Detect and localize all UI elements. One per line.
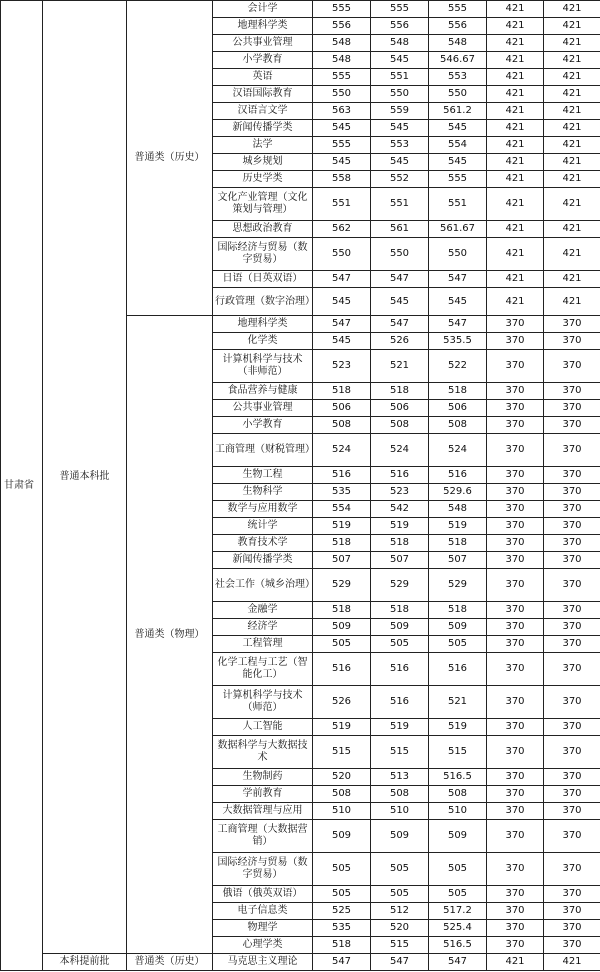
max-score-cell: 519: [313, 518, 371, 535]
avg-score-cell: 505: [429, 853, 487, 886]
min-score-cell: 551: [371, 188, 429, 221]
batch-line-cell: 370: [544, 803, 600, 820]
min-score-cell: 547: [371, 271, 429, 288]
control-line-cell: 370: [487, 602, 544, 619]
avg-score-cell: 516.5: [429, 769, 487, 786]
min-score-cell: 515: [371, 736, 429, 769]
major-name-cell: 会计学: [213, 1, 313, 18]
avg-score-cell: 545: [429, 288, 487, 316]
max-score-cell: 509: [313, 619, 371, 636]
min-score-cell: 519: [371, 518, 429, 535]
control-line-cell: 370: [487, 719, 544, 736]
batch-line-cell: 370: [544, 434, 600, 467]
major-name-cell: 生物科学: [213, 484, 313, 501]
avg-score-cell: 556: [429, 18, 487, 35]
max-score-cell: 516: [313, 467, 371, 484]
min-score-cell: 519: [371, 719, 429, 736]
min-score-cell: 552: [371, 171, 429, 188]
avg-score-cell: 518: [429, 535, 487, 552]
min-score-cell: 518: [371, 535, 429, 552]
batch-line-cell: 421: [544, 103, 600, 120]
max-score-cell: 562: [313, 221, 371, 238]
max-score-cell: 516: [313, 653, 371, 686]
control-line-cell: 370: [487, 552, 544, 569]
control-line-cell: 370: [487, 316, 544, 333]
avg-score-cell: 525.4: [429, 920, 487, 937]
major-name-cell: 小学教育: [213, 52, 313, 69]
control-line-cell: 370: [487, 501, 544, 518]
major-name-cell: 金融学: [213, 602, 313, 619]
batch-line-cell: 421: [544, 271, 600, 288]
batch-line-cell: 370: [544, 736, 600, 769]
batch-line-cell: 370: [544, 719, 600, 736]
batch-line-cell: 421: [544, 120, 600, 137]
avg-score-cell: 508: [429, 417, 487, 434]
avg-score-cell: 545: [429, 120, 487, 137]
min-score-cell: 529: [371, 569, 429, 602]
min-score-cell: 545: [371, 154, 429, 171]
max-score-cell: 518: [313, 383, 371, 400]
major-name-cell: 汉语国际教育: [213, 86, 313, 103]
min-score-cell: 547: [371, 954, 429, 971]
avg-score-cell: 516: [429, 653, 487, 686]
min-score-cell: 548: [371, 35, 429, 52]
max-score-cell: 509: [313, 820, 371, 853]
avg-score-cell: 506: [429, 400, 487, 417]
control-line-cell: 370: [487, 686, 544, 719]
avg-score-cell: 509: [429, 820, 487, 853]
avg-score-cell: 518: [429, 602, 487, 619]
control-line-cell: 421: [487, 120, 544, 137]
major-name-cell: 公共事业管理: [213, 400, 313, 417]
batch-line-cell: 370: [544, 937, 600, 954]
control-line-cell: 421: [487, 52, 544, 69]
major-name-cell: 统计学: [213, 518, 313, 535]
max-score-cell: 525: [313, 903, 371, 920]
max-score-cell: 518: [313, 602, 371, 619]
control-line-cell: 370: [487, 769, 544, 786]
batch-line-cell: 370: [544, 653, 600, 686]
avg-score-cell: 519: [429, 518, 487, 535]
major-name-cell: 工程管理: [213, 636, 313, 653]
control-line-cell: 370: [487, 417, 544, 434]
batch-line-cell: 421: [544, 238, 600, 271]
max-score-cell: 508: [313, 417, 371, 434]
major-name-cell: 日语（日英双语）: [213, 271, 313, 288]
batch-line-cell: 421: [544, 288, 600, 316]
min-score-cell: 508: [371, 786, 429, 803]
batch-line-cell: 421: [544, 35, 600, 52]
province-cell: 甘肃省: [1, 1, 43, 971]
min-score-cell: 545: [371, 120, 429, 137]
control-line-cell: 370: [487, 786, 544, 803]
avg-score-cell: 521: [429, 686, 487, 719]
major-name-cell: 心理学类: [213, 937, 313, 954]
avg-score-cell: 555: [429, 1, 487, 18]
major-name-cell: 化学类: [213, 333, 313, 350]
min-score-cell: 515: [371, 937, 429, 954]
control-line-cell: 421: [487, 69, 544, 86]
control-line-cell: 370: [487, 434, 544, 467]
avg-score-cell: 517.2: [429, 903, 487, 920]
max-score-cell: 555: [313, 137, 371, 154]
batch-line-cell: 370: [544, 400, 600, 417]
avg-score-cell: 553: [429, 69, 487, 86]
max-score-cell: 545: [313, 154, 371, 171]
min-score-cell: 516: [371, 653, 429, 686]
max-score-cell: 547: [313, 954, 371, 971]
min-score-cell: 542: [371, 501, 429, 518]
major-name-cell: 物理学: [213, 920, 313, 937]
avg-score-cell: 509: [429, 619, 487, 636]
max-score-cell: 505: [313, 636, 371, 653]
major-name-cell: 马克思主义理论: [213, 954, 313, 971]
major-name-cell: 国际经济与贸易（数字贸易）: [213, 238, 313, 271]
batch-line-cell: 370: [544, 619, 600, 636]
avg-score-cell: 547: [429, 316, 487, 333]
avg-score-cell: 529.6: [429, 484, 487, 501]
major-name-cell: 小学教育: [213, 417, 313, 434]
avg-score-cell: 561.2: [429, 103, 487, 120]
major-name-cell: 英语: [213, 69, 313, 86]
control-line-cell: 370: [487, 383, 544, 400]
batch-line-cell: 370: [544, 903, 600, 920]
avg-score-cell: 529: [429, 569, 487, 602]
table-body: [1, 1, 600, 971]
avg-score-cell: 505: [429, 886, 487, 903]
major-name-cell: 历史学类: [213, 171, 313, 188]
avg-score-cell: 519: [429, 719, 487, 736]
batch-line-cell: 370: [544, 820, 600, 853]
batch-line-cell: 370: [544, 350, 600, 383]
control-line-cell: 370: [487, 920, 544, 937]
batch-line-cell: 421: [544, 86, 600, 103]
control-line-cell: 370: [487, 736, 544, 769]
avg-score-cell: 550: [429, 238, 487, 271]
avg-score-cell: 547: [429, 954, 487, 971]
batch-line-cell: 370: [544, 786, 600, 803]
major-name-cell: 计算机科学与技术（非师范）: [213, 350, 313, 383]
max-score-cell: 535: [313, 484, 371, 501]
max-score-cell: 563: [313, 103, 371, 120]
min-score-cell: 553: [371, 137, 429, 154]
min-score-cell: 508: [371, 417, 429, 434]
max-score-cell: 548: [313, 52, 371, 69]
major-name-cell: 计算机科学与技术（师范）: [213, 686, 313, 719]
avg-score-cell: 516: [429, 467, 487, 484]
category-cell: 普通类（历史）: [127, 954, 213, 971]
major-name-cell: 工商管理（财税管理）: [213, 434, 313, 467]
control-line-cell: 421: [487, 86, 544, 103]
max-score-cell: 545: [313, 288, 371, 316]
control-line-cell: 421: [487, 171, 544, 188]
major-name-cell: 城乡规划: [213, 154, 313, 171]
control-line-cell: 370: [487, 518, 544, 535]
batch-line-cell: 370: [544, 552, 600, 569]
batch-line-cell: 370: [544, 686, 600, 719]
control-line-cell: 370: [487, 820, 544, 853]
avg-score-cell: 508: [429, 786, 487, 803]
avg-score-cell: 510: [429, 803, 487, 820]
major-name-cell: 数学与应用数学: [213, 501, 313, 518]
control-line-cell: 421: [487, 221, 544, 238]
major-name-cell: 国际经济与贸易（数字贸易）: [213, 853, 313, 886]
control-line-cell: 370: [487, 803, 544, 820]
max-score-cell: 505: [313, 853, 371, 886]
batch-line-cell: 370: [544, 920, 600, 937]
avg-score-cell: 505: [429, 636, 487, 653]
avg-score-cell: 551: [429, 188, 487, 221]
major-name-cell: 生物工程: [213, 467, 313, 484]
max-score-cell: 554: [313, 501, 371, 518]
min-score-cell: 510: [371, 803, 429, 820]
max-score-cell: 545: [313, 333, 371, 350]
min-score-cell: 518: [371, 602, 429, 619]
major-name-cell: 社会工作（城乡治理）: [213, 569, 313, 602]
min-score-cell: 513: [371, 769, 429, 786]
major-name-cell: 行政管理（数字治理）: [213, 288, 313, 316]
major-name-cell: 电子信息类: [213, 903, 313, 920]
control-line-cell: 370: [487, 636, 544, 653]
avg-score-cell: 507: [429, 552, 487, 569]
batch-line-cell: 370: [544, 484, 600, 501]
batch-line-cell: 421: [544, 221, 600, 238]
batch-line-cell: 370: [544, 518, 600, 535]
batch-line-cell: 370: [544, 602, 600, 619]
control-line-cell: 421: [487, 35, 544, 52]
batch-cell: 本科提前批: [43, 954, 127, 971]
major-name-cell: 新闻传播学类: [213, 552, 313, 569]
batch-line-cell: 421: [544, 188, 600, 221]
max-score-cell: 547: [313, 316, 371, 333]
batch-line-cell: 370: [544, 383, 600, 400]
control-line-cell: 421: [487, 954, 544, 971]
control-line-cell: 421: [487, 103, 544, 120]
max-score-cell: 526: [313, 686, 371, 719]
major-name-cell: 文化产业管理（文化策划与管理）: [213, 188, 313, 221]
max-score-cell: 547: [313, 271, 371, 288]
max-score-cell: 558: [313, 171, 371, 188]
batch-line-cell: 421: [544, 954, 600, 971]
min-score-cell: 512: [371, 903, 429, 920]
control-line-cell: 370: [487, 653, 544, 686]
major-name-cell: 地理科学类: [213, 316, 313, 333]
batch-line-cell: 370: [544, 853, 600, 886]
batch-line-cell: 370: [544, 535, 600, 552]
major-name-cell: 法学: [213, 137, 313, 154]
min-score-cell: 516: [371, 686, 429, 719]
max-score-cell: 507: [313, 552, 371, 569]
avg-score-cell: 561.67: [429, 221, 487, 238]
control-line-cell: 370: [487, 886, 544, 903]
control-line-cell: 421: [487, 271, 544, 288]
major-name-cell: 食品营养与健康: [213, 383, 313, 400]
batch-line-cell: 421: [544, 18, 600, 35]
major-name-cell: 大数据管理与应用: [213, 803, 313, 820]
min-score-cell: 561: [371, 221, 429, 238]
min-score-cell: 559: [371, 103, 429, 120]
max-score-cell: 519: [313, 719, 371, 736]
max-score-cell: 518: [313, 535, 371, 552]
min-score-cell: 523: [371, 484, 429, 501]
control-line-cell: 370: [487, 853, 544, 886]
major-name-cell: 工商管理（大数据营销）: [213, 820, 313, 853]
min-score-cell: 505: [371, 636, 429, 653]
batch-line-cell: 421: [544, 52, 600, 69]
min-score-cell: 521: [371, 350, 429, 383]
major-name-cell: 汉语言文学: [213, 103, 313, 120]
avg-score-cell: 518: [429, 383, 487, 400]
control-line-cell: 370: [487, 467, 544, 484]
min-score-cell: 526: [371, 333, 429, 350]
major-name-cell: 教育技术学: [213, 535, 313, 552]
major-name-cell: 学前教育: [213, 786, 313, 803]
batch-line-cell: 370: [544, 569, 600, 602]
min-score-cell: 516: [371, 467, 429, 484]
control-line-cell: 370: [487, 484, 544, 501]
control-line-cell: 421: [487, 238, 544, 271]
max-score-cell: 550: [313, 238, 371, 271]
major-name-cell: 人工智能: [213, 719, 313, 736]
batch-line-cell: 421: [544, 171, 600, 188]
batch-line-cell: 370: [544, 467, 600, 484]
min-score-cell: 506: [371, 400, 429, 417]
major-name-cell: 俄语（俄英双语）: [213, 886, 313, 903]
avg-score-cell: 550: [429, 86, 487, 103]
min-score-cell: 556: [371, 18, 429, 35]
min-score-cell: 507: [371, 552, 429, 569]
control-line-cell: 370: [487, 903, 544, 920]
batch-line-cell: 421: [544, 1, 600, 18]
max-score-cell: 506: [313, 400, 371, 417]
min-score-cell: 509: [371, 619, 429, 636]
major-name-cell: 数据科学与大数据技术: [213, 736, 313, 769]
min-score-cell: 550: [371, 238, 429, 271]
batch-line-cell: 421: [544, 154, 600, 171]
category-cell: 普通类（历史）: [127, 1, 213, 316]
avg-score-cell: 554: [429, 137, 487, 154]
batch-line-cell: 370: [544, 417, 600, 434]
max-score-cell: 548: [313, 35, 371, 52]
max-score-cell: 556: [313, 18, 371, 35]
avg-score-cell: 546.67: [429, 52, 487, 69]
major-name-cell: 公共事业管理: [213, 35, 313, 52]
min-score-cell: 505: [371, 886, 429, 903]
batch-line-cell: 370: [544, 333, 600, 350]
max-score-cell: 524: [313, 434, 371, 467]
max-score-cell: 518: [313, 937, 371, 954]
control-line-cell: 421: [487, 1, 544, 18]
control-line-cell: 370: [487, 535, 544, 552]
control-line-cell: 421: [487, 18, 544, 35]
avg-score-cell: 524: [429, 434, 487, 467]
max-score-cell: 510: [313, 803, 371, 820]
max-score-cell: 523: [313, 350, 371, 383]
max-score-cell: 550: [313, 86, 371, 103]
min-score-cell: 524: [371, 434, 429, 467]
major-name-cell: 新闻传播学类: [213, 120, 313, 137]
avg-score-cell: 515: [429, 736, 487, 769]
control-line-cell: 370: [487, 333, 544, 350]
batch-line-cell: 370: [544, 636, 600, 653]
max-score-cell: 535: [313, 920, 371, 937]
max-score-cell: 515: [313, 736, 371, 769]
control-line-cell: 370: [487, 350, 544, 383]
min-score-cell: 518: [371, 383, 429, 400]
max-score-cell: 529: [313, 569, 371, 602]
table-row: [1, 954, 600, 971]
major-name-cell: 化学工程与工艺（智能化工）: [213, 653, 313, 686]
batch-line-cell: 370: [544, 769, 600, 786]
major-name-cell: 生物制药: [213, 769, 313, 786]
max-score-cell: 555: [313, 69, 371, 86]
avg-score-cell: 555: [429, 171, 487, 188]
max-score-cell: 551: [313, 188, 371, 221]
min-score-cell: 520: [371, 920, 429, 937]
batch-line-cell: 370: [544, 886, 600, 903]
control-line-cell: 370: [487, 569, 544, 602]
batch-line-cell: 421: [544, 137, 600, 154]
avg-score-cell: 547: [429, 271, 487, 288]
min-score-cell: 555: [371, 1, 429, 18]
control-line-cell: 421: [487, 137, 544, 154]
min-score-cell: 545: [371, 52, 429, 69]
control-line-cell: 421: [487, 288, 544, 316]
avg-score-cell: 535.5: [429, 333, 487, 350]
max-score-cell: 520: [313, 769, 371, 786]
major-name-cell: 经济学: [213, 619, 313, 636]
control-line-cell: 370: [487, 619, 544, 636]
max-score-cell: 508: [313, 786, 371, 803]
min-score-cell: 545: [371, 288, 429, 316]
avg-score-cell: 516.5: [429, 937, 487, 954]
avg-score-cell: 522: [429, 350, 487, 383]
control-line-cell: 421: [487, 188, 544, 221]
avg-score-cell: 548: [429, 501, 487, 518]
min-score-cell: 509: [371, 820, 429, 853]
control-line-cell: 370: [487, 937, 544, 954]
min-score-cell: 505: [371, 853, 429, 886]
batch-line-cell: 421: [544, 69, 600, 86]
category-cell: 普通类（物理）: [127, 316, 213, 954]
min-score-cell: 551: [371, 69, 429, 86]
avg-score-cell: 545: [429, 154, 487, 171]
table-row: [1, 1, 600, 18]
max-score-cell: 555: [313, 1, 371, 18]
max-score-cell: 545: [313, 120, 371, 137]
major-name-cell: 地理科学类: [213, 18, 313, 35]
min-score-cell: 547: [371, 316, 429, 333]
max-score-cell: 505: [313, 886, 371, 903]
control-line-cell: 421: [487, 154, 544, 171]
major-name-cell: 思想政治教育: [213, 221, 313, 238]
batch-line-cell: 370: [544, 316, 600, 333]
batch-cell: 普通本科批: [43, 1, 127, 954]
batch-line-cell: 370: [544, 501, 600, 518]
min-score-cell: 550: [371, 86, 429, 103]
control-line-cell: 370: [487, 400, 544, 417]
avg-score-cell: 548: [429, 35, 487, 52]
